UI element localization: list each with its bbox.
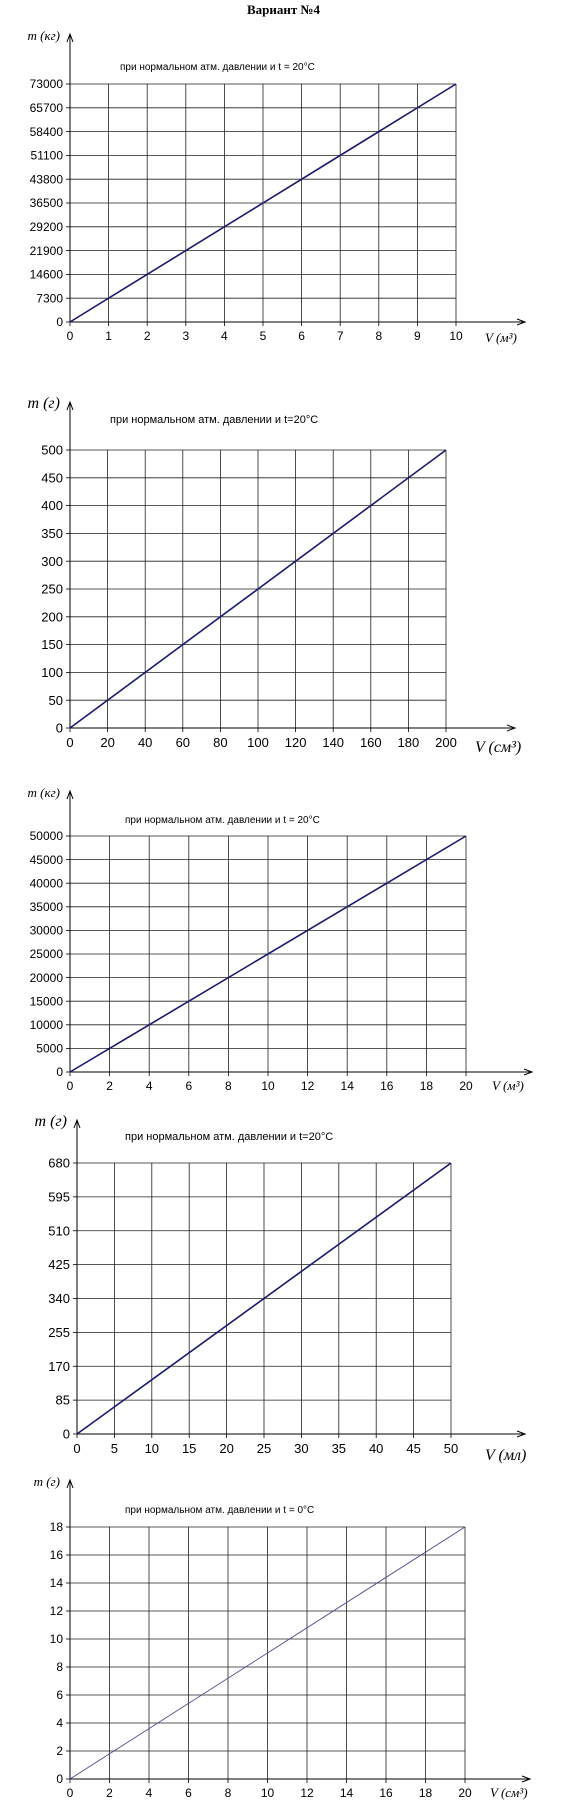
- y-tick-label: 0: [56, 315, 63, 330]
- y-tick-label: 400: [41, 498, 63, 514]
- x-axis-title: V (см³): [490, 1785, 528, 1800]
- x-tick-label: 12: [300, 1786, 314, 1800]
- x-tick-label: 40: [368, 1441, 384, 1456]
- x-tick-label: 6: [185, 1079, 193, 1093]
- x-tick-label: 10: [261, 1079, 275, 1093]
- chart-5: [0, 1468, 567, 1813]
- x-tick-label: 0: [66, 329, 74, 343]
- y-tick-label: 595: [48, 1189, 70, 1205]
- y-tick-label: 16: [49, 1548, 63, 1563]
- y-tick-label: 20000: [29, 970, 63, 985]
- y-tick-label: 0: [56, 1772, 63, 1787]
- y-tick-label: 510: [48, 1223, 70, 1239]
- y-tick-label: 350: [41, 525, 63, 541]
- x-tick-label: 100: [247, 735, 269, 750]
- x-tick-label: 45: [406, 1441, 421, 1456]
- x-tick-label: 0: [66, 735, 74, 750]
- y-tick-label: 12: [49, 1604, 63, 1619]
- y-tick-label: 43800: [29, 172, 63, 187]
- x-axis-title: V (мл): [485, 1447, 527, 1464]
- x-tick-label: 1: [105, 329, 112, 343]
- x-tick-label: 20: [219, 1441, 234, 1456]
- x-axis-title: V (м³): [492, 1078, 524, 1093]
- x-tick-label: 0: [66, 1786, 74, 1800]
- x-tick-label: 18: [419, 1079, 434, 1093]
- y-tick-label: 50: [48, 692, 63, 708]
- y-tick-label: 170: [48, 1358, 70, 1374]
- chart-svg: [0, 385, 567, 775]
- y-tick-label: 36500: [29, 196, 63, 211]
- x-tick-label: 4: [145, 1786, 153, 1800]
- chart-annotation: при нормальном атм. давлении и t=20°C: [110, 414, 319, 426]
- y-axis-title: m (г): [33, 1474, 60, 1489]
- y-tick-label: 0: [62, 1426, 70, 1442]
- x-tick-label: 6: [185, 1786, 192, 1800]
- x-tick-label: 50: [443, 1441, 459, 1456]
- x-tick-label: 20: [100, 735, 115, 750]
- x-tick-label: 40: [137, 735, 153, 750]
- x-tick-label: 12: [300, 1079, 315, 1093]
- x-tick-label: 120: [284, 735, 307, 750]
- y-tick-label: 15000: [29, 994, 63, 1009]
- x-tick-label: 0: [66, 1079, 74, 1093]
- chart-1: [0, 20, 567, 360]
- y-tick-label: 250: [41, 581, 63, 597]
- y-tick-label: 29200: [29, 220, 63, 234]
- y-tick-label: 340: [48, 1291, 70, 1307]
- x-tick-label: 8: [225, 1079, 232, 1093]
- x-tick-label: 3: [182, 329, 190, 343]
- chart-2: [0, 385, 567, 775]
- x-tick-label: 160: [359, 735, 382, 750]
- y-tick-label: 10000: [29, 1018, 63, 1032]
- chart-svg: [0, 780, 567, 1105]
- chart-4: [0, 1112, 567, 1492]
- x-tick-label: 9: [414, 329, 421, 343]
- x-tick-label: 5: [259, 329, 267, 343]
- y-tick-label: 35000: [29, 900, 63, 914]
- x-tick-label: 16: [380, 1079, 394, 1093]
- x-tick-label: 5: [110, 1441, 119, 1456]
- y-tick-label: 14: [49, 1576, 63, 1591]
- x-tick-label: 2: [106, 1786, 113, 1800]
- y-tick-label: 50000: [29, 829, 63, 844]
- x-tick-label: 4: [221, 329, 228, 343]
- y-tick-label: 425: [48, 1257, 70, 1273]
- x-tick-label: 10: [144, 1441, 160, 1456]
- y-tick-label: 51100: [30, 148, 63, 163]
- y-axis-title: m (кг): [27, 28, 60, 43]
- y-axis-title: m (г): [34, 1113, 67, 1130]
- y-tick-label: 18: [49, 1520, 63, 1535]
- chart-3: [0, 780, 567, 1105]
- y-tick-label: 6: [56, 1688, 63, 1703]
- y-tick-label: 25000: [29, 947, 63, 962]
- x-tick-label: 2: [106, 1079, 113, 1093]
- y-tick-label: 73000: [29, 77, 63, 92]
- x-tick-label: 16: [379, 1786, 393, 1800]
- y-tick-label: 85: [55, 1392, 70, 1408]
- x-tick-label: 180: [397, 735, 420, 750]
- y-axis-title: m (кг): [27, 785, 60, 800]
- x-tick-label: 60: [175, 735, 191, 750]
- x-tick-label: 8: [224, 1786, 232, 1800]
- x-tick-label: 2: [143, 329, 151, 343]
- y-tick-label: 150: [41, 637, 63, 653]
- chart-svg: [0, 20, 567, 360]
- x-tick-label: 6: [298, 329, 305, 343]
- y-tick-label: 40000: [29, 876, 63, 891]
- chart-plot: [28, 395, 522, 756]
- y-tick-label: 450: [41, 470, 63, 486]
- x-tick-label: 14: [339, 1786, 354, 1800]
- y-tick-label: 30000: [29, 923, 63, 938]
- chart-annotation: при нормальном атм. давлении и t = 20°C: [125, 815, 320, 826]
- chart-plot: [35, 1113, 527, 1464]
- chart-annotation: при нормальном атм. давлении и t = 0°C: [125, 1505, 315, 1516]
- x-tick-label: 25: [256, 1441, 272, 1456]
- x-tick-label: 200: [435, 735, 457, 750]
- y-tick-label: 8: [56, 1660, 63, 1675]
- chart-plot: [28, 785, 532, 1093]
- y-axis-title: m (г): [27, 395, 60, 412]
- x-tick-label: 10: [260, 1786, 275, 1800]
- x-tick-label: 7: [336, 329, 344, 343]
- chart-annotation: при нормальном атм. давлении и t = 20°C: [120, 62, 315, 73]
- x-tick-label: 8: [375, 329, 383, 343]
- x-tick-label: 10: [449, 329, 463, 343]
- x-tick-label: 15: [181, 1441, 197, 1456]
- chart-annotation: при нормальном атм. давлении и t=20°C: [125, 1131, 334, 1143]
- y-tick-label: 500: [41, 442, 63, 458]
- x-tick-label: 140: [322, 735, 345, 750]
- x-axis-title: V (м³): [485, 330, 517, 345]
- x-tick-label: 4: [145, 1079, 153, 1093]
- x-tick-label: 20: [459, 1079, 473, 1093]
- y-tick-label: 5000: [36, 1041, 63, 1056]
- x-tick-label: 35: [331, 1441, 347, 1456]
- x-tick-label: 30: [294, 1441, 309, 1456]
- chart-svg: [0, 1468, 567, 1813]
- y-tick-label: 10: [49, 1632, 63, 1647]
- y-tick-label: 0: [56, 1065, 63, 1080]
- y-tick-label: 21900: [29, 243, 63, 258]
- y-tick-label: 255: [48, 1324, 70, 1340]
- y-tick-label: 2: [56, 1744, 63, 1759]
- y-tick-label: 100: [41, 664, 63, 680]
- x-tick-label: 80: [213, 735, 228, 750]
- chart-svg: [0, 1112, 567, 1492]
- y-tick-label: 680: [48, 1155, 70, 1171]
- x-tick-label: 18: [418, 1786, 433, 1800]
- x-axis-title: V (см³): [475, 739, 522, 756]
- y-tick-label: 7300: [36, 291, 63, 306]
- y-tick-label: 45000: [29, 852, 63, 867]
- page-title: Вариант №4: [246, 2, 321, 17]
- x-tick-label: 0: [73, 1441, 81, 1456]
- chart-plot: [34, 1474, 530, 1800]
- y-tick-label: 0: [55, 720, 63, 736]
- y-tick-label: 65700: [29, 101, 63, 115]
- x-tick-label: 20: [458, 1786, 472, 1800]
- y-tick-label: 58400: [29, 124, 63, 139]
- chart-plot: [28, 28, 525, 345]
- x-tick-label: 14: [340, 1079, 354, 1093]
- y-tick-label: 200: [41, 609, 63, 625]
- y-tick-label: 4: [56, 1716, 63, 1731]
- y-tick-label: 14600: [29, 267, 63, 282]
- y-tick-label: 300: [41, 553, 63, 569]
